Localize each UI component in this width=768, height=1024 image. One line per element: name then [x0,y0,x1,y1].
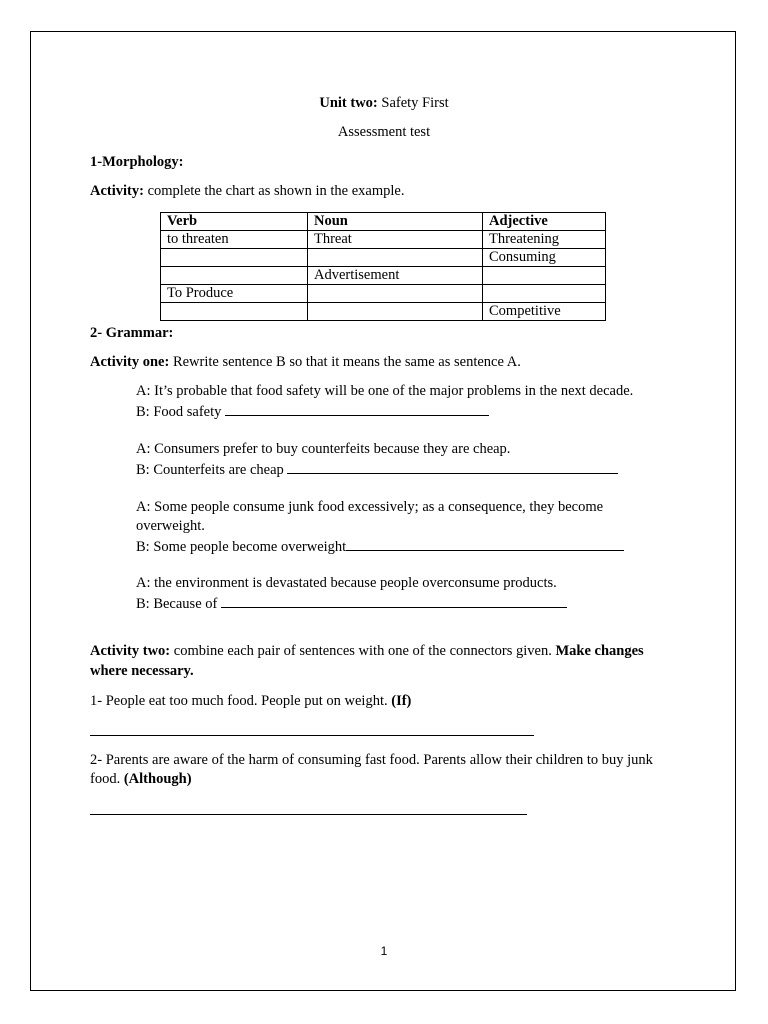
table-cell: to threaten [161,231,308,249]
sentence-b-3: B: Some people become overweight [136,536,624,556]
question-2-line2: food. (Although) [90,771,192,787]
sentence-b-4: B: Because of [136,593,567,613]
table-cell: Threatening [483,231,606,249]
sentence-a-4: A: the environment is devastated because people overconsume products. [136,575,557,591]
table-row [161,267,606,285]
activity-two-instruction-line1: Activity two: combine each pair of sentences with one of the connectors given. Make changes [90,643,644,659]
answer-line-2[interactable] [90,814,527,815]
table-header-row [161,213,606,231]
table-cell: Advertisement [308,267,483,285]
table-cell: Consuming [483,249,606,267]
table-cell-blank[interactable] [308,285,483,303]
table-cell: Competitive [483,303,606,321]
table-cell-blank[interactable] [308,249,483,267]
table-cell: To Produce [161,285,308,303]
page-number: 1 [380,944,388,958]
answer-blank[interactable] [225,401,489,416]
activity-two-instruction-line2: where necessary. [90,663,194,679]
answer-line-1[interactable] [90,735,534,736]
question-2-line1: 2- Parents are aware of the harm of consuming fast food. Parents allow their children to buy junk [90,752,653,768]
sentence-a-1: A: It’s probable that food safety will be one of the major problems in the next decade. [136,383,634,399]
answer-blank[interactable] [287,459,618,474]
table-header-cell: Verb [161,213,308,231]
table-cell: Threat [308,231,483,249]
table-cell-blank[interactable] [161,249,308,267]
sentence-a-3-line1: A: Some people consume junk food excessively; as a consequence, they become [136,499,604,515]
morphology-heading: 1-Morphology: [90,154,184,170]
sentence-a-3-line2: overweight. [136,518,205,534]
table-header-cell: Adjective [483,213,606,231]
table-header-cell: Noun [308,213,483,231]
table-row [161,249,606,267]
answer-blank[interactable] [221,593,567,608]
morphology-chart [160,212,606,321]
table-cell-blank[interactable] [161,267,308,285]
table-row [161,285,606,303]
answer-blank[interactable] [346,536,624,551]
sentence-b-2: B: Counterfeits are cheap [136,459,618,479]
sentence-a-2: A: Consumers prefer to buy counterfeits because they are cheap. [136,441,511,457]
sentence-b-1: B: Food safety [136,401,489,421]
grammar-heading: 2- Grammar: [90,325,174,341]
table-row [161,231,606,249]
morphology-activity: Activity: complete the chart as shown in the example. [90,183,405,199]
assessment-subtitle: Assessment test [337,124,431,140]
unit-title: Unit two: Safety First [319,95,449,111]
table-cell-blank[interactable] [308,303,483,321]
table-row [161,303,606,321]
table-cell-blank[interactable] [483,285,606,303]
activity-one-instruction: Activity one: Rewrite sentence B so that it means the same as sentence A. [90,354,521,370]
table-cell-blank[interactable] [483,267,606,285]
table-cell-blank[interactable] [161,303,308,321]
question-1: 1- People eat too much food. People put on weight. (If) [90,693,412,709]
